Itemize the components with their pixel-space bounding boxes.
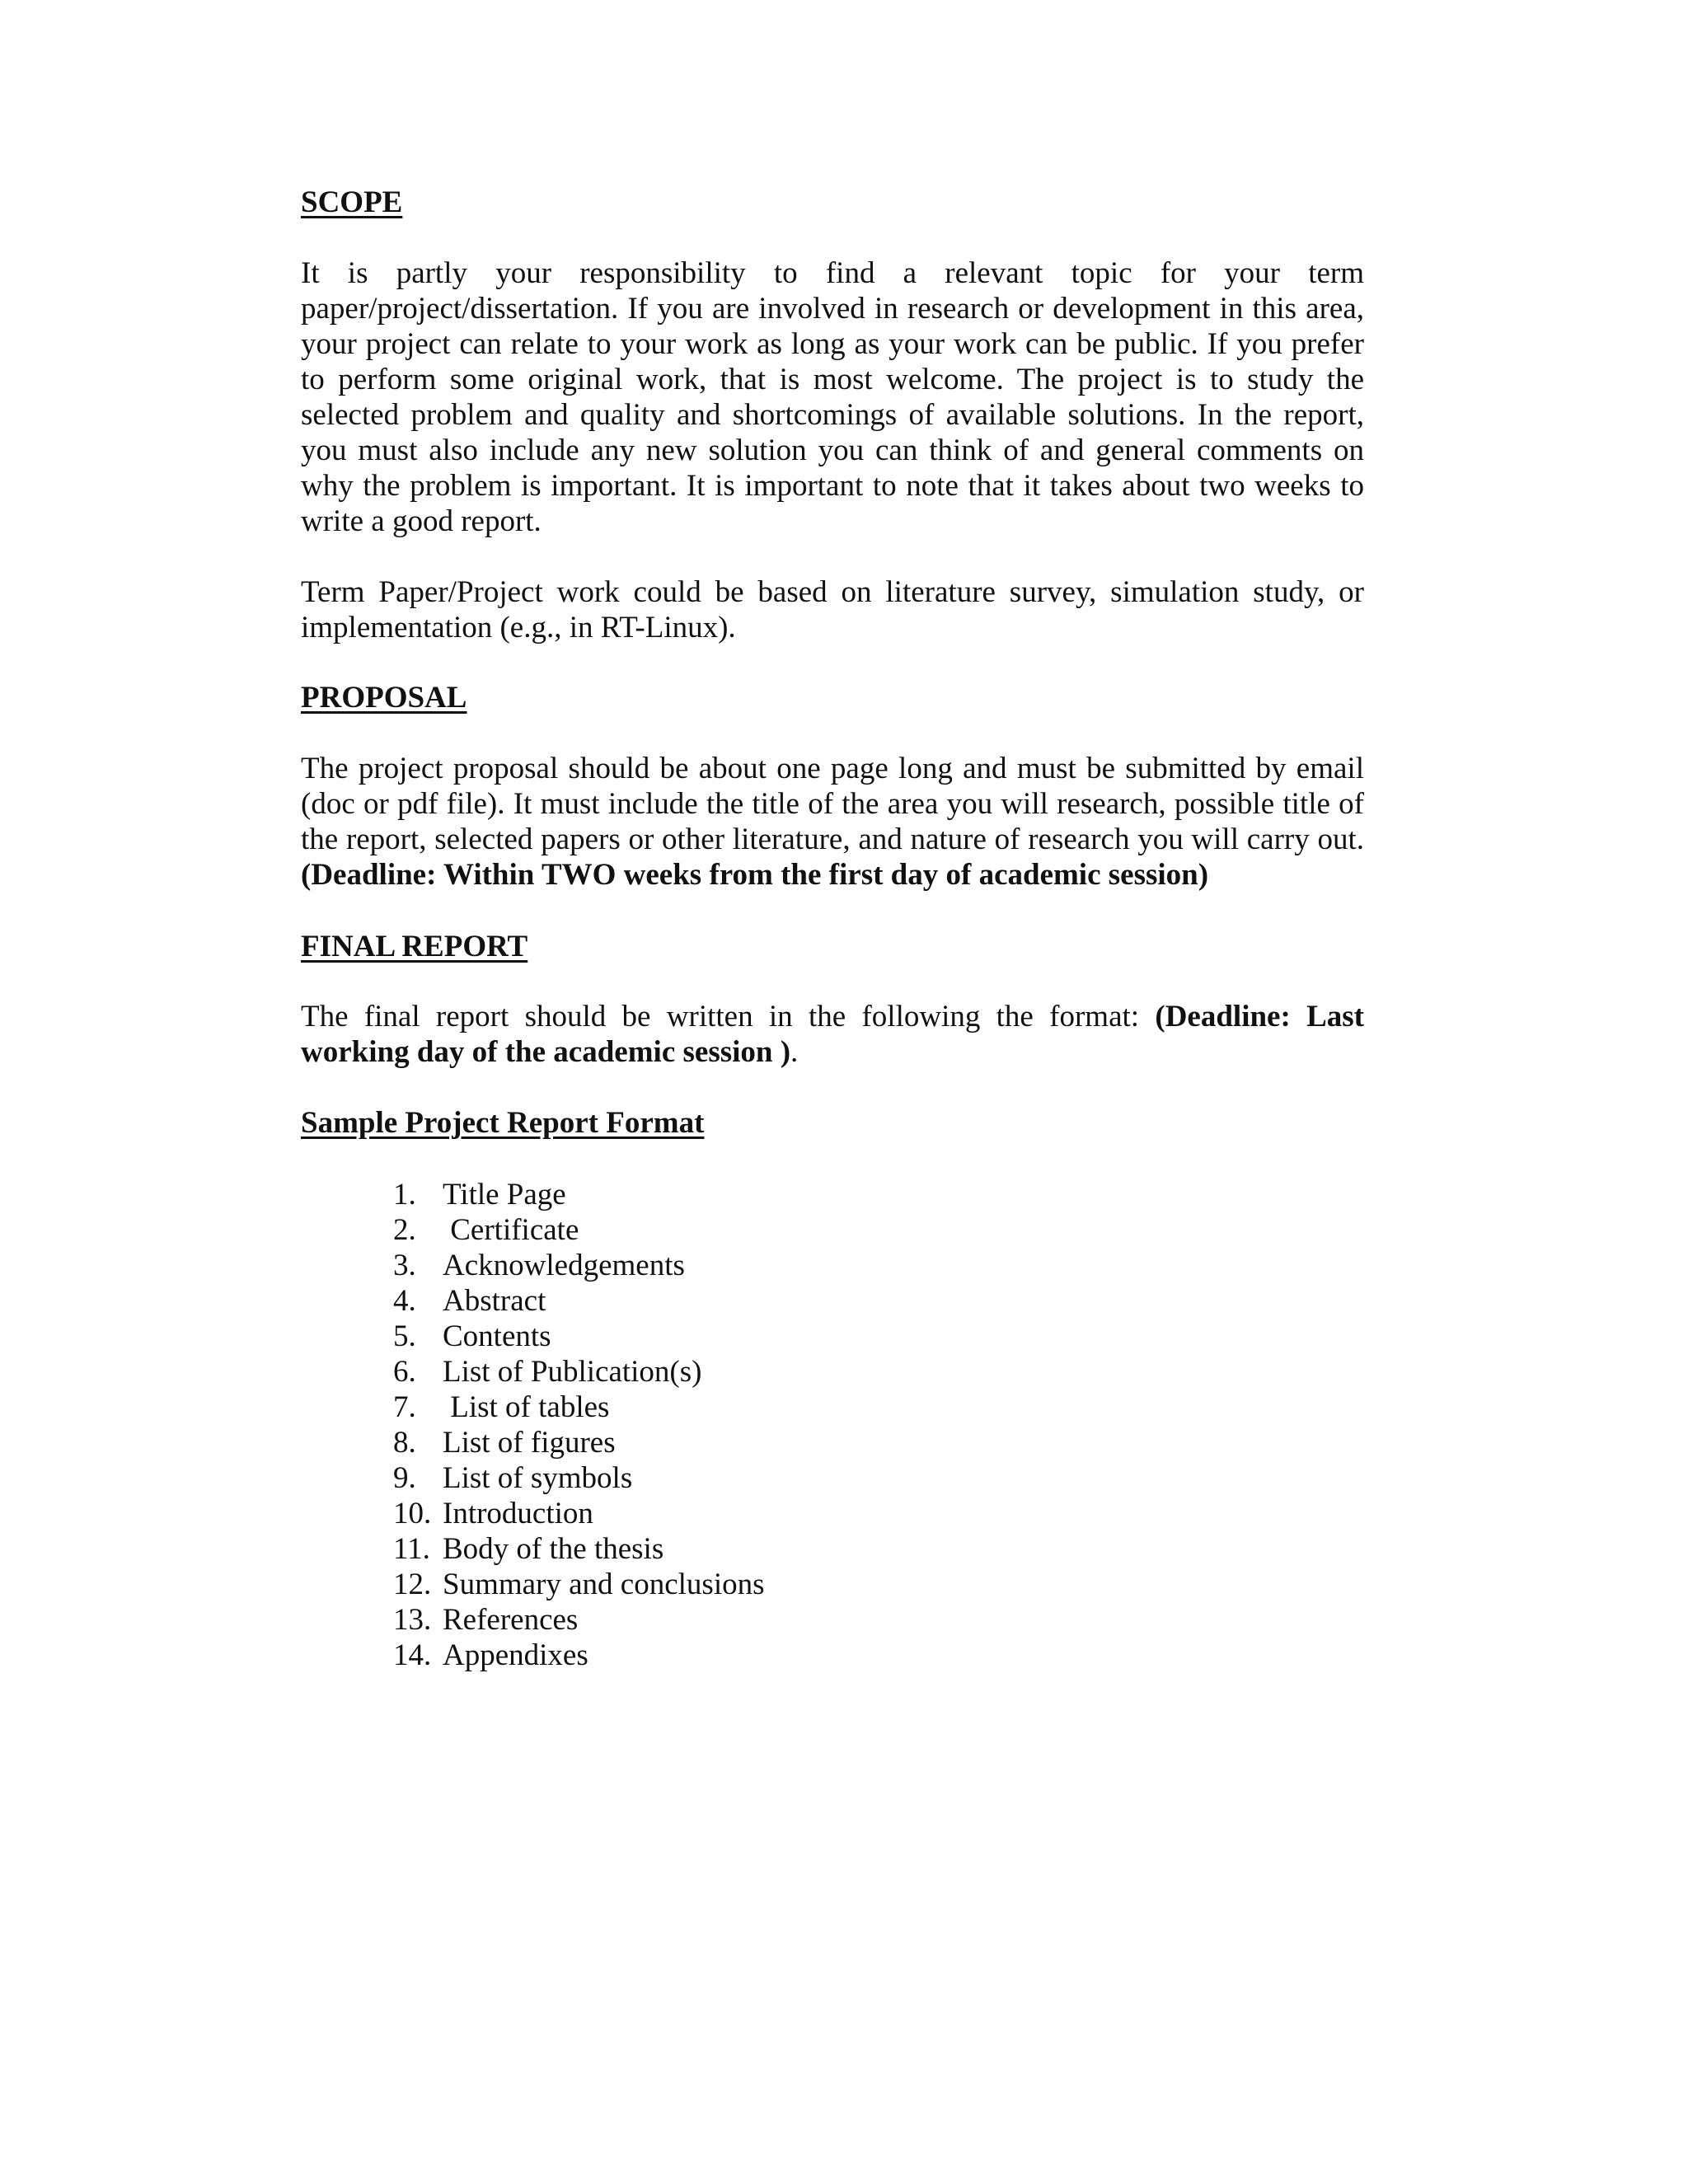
list-item — [393, 1638, 765, 1673]
final-report-text: The final report should be written in the following the format: — [301, 1000, 1156, 1033]
list-item-number: 4. — [393, 1284, 416, 1318]
final-report-heading: FINAL REPORT — [301, 930, 528, 963]
final-report-paragraph — [301, 999, 1364, 1070]
list-item-number: 5. — [393, 1319, 416, 1353]
list-item — [393, 1460, 765, 1496]
list-item-label: Abstract — [443, 1284, 546, 1318]
list-item-label: Contents — [443, 1319, 551, 1353]
list-item-label: Summary and conclusions — [443, 1568, 765, 1601]
list-item-number: 6. — [393, 1355, 416, 1389]
final-report-end: . — [790, 1035, 799, 1069]
list-item-label: List of tables — [443, 1390, 610, 1424]
list-item-number: 3. — [393, 1249, 416, 1282]
scope-heading: SCOPE — [301, 185, 403, 219]
list-item-label: Certificate — [443, 1213, 579, 1247]
list-item — [393, 1567, 765, 1602]
list-item — [393, 1212, 765, 1248]
list-item-number: 13. — [393, 1603, 432, 1637]
list-item-number: 7. — [393, 1390, 416, 1424]
list-item — [393, 1248, 765, 1283]
list-item — [393, 1425, 765, 1460]
list-item-label: List of symbols — [443, 1461, 633, 1495]
list-item-label: References — [443, 1603, 579, 1637]
list-item — [393, 1283, 765, 1319]
proposal-text: The project proposal should be about one page long and must be submitted by email (doc or pdf file). It must include the title of the area you will research, possible title of the report, selected papers or other literature, and nature of research you will carry out. — [301, 752, 1364, 856]
list-item-label: List of Publication(s) — [443, 1355, 702, 1389]
list-item-number: 9. — [393, 1461, 416, 1495]
list-item-number: 1. — [393, 1178, 416, 1212]
list-item-label: Body of the thesis — [443, 1532, 664, 1566]
list-item-number: 10. — [393, 1497, 432, 1530]
list-item — [393, 1319, 765, 1354]
list-item-label: Introduction — [443, 1497, 593, 1530]
list-item — [393, 1354, 765, 1390]
proposal-heading: PROPOSAL — [301, 681, 467, 715]
list-item — [393, 1390, 765, 1425]
list-item-label: Title Page — [443, 1178, 566, 1212]
list-item-label: List of figures — [443, 1426, 616, 1460]
sample-format-heading: Sample Project Report Format — [301, 1106, 705, 1140]
scope-paragraph-2: Term Paper/Project work could be based on literature survey, simulation study, or implementation (e.g., in RT-Linux). — [301, 575, 1364, 644]
list-item — [393, 1177, 765, 1212]
list-item — [393, 1496, 765, 1531]
list-item — [393, 1531, 765, 1567]
list-item-number: 11. — [393, 1532, 430, 1566]
proposal-paragraph — [301, 751, 1364, 893]
list-item-number: 12. — [393, 1568, 432, 1601]
proposal-deadline: (Deadline: Within TWO weeks from the first day of academic session) — [301, 858, 1209, 892]
list-item-label: Appendixes — [443, 1638, 588, 1672]
report-format-list — [393, 1177, 765, 1673]
list-item-number: 14. — [393, 1638, 432, 1672]
list-item — [393, 1602, 765, 1638]
list-item-number: 2. — [393, 1213, 416, 1247]
scope-paragraph-1: It is partly your responsibility to find a relevant topic for your term paper/project/dissertation. If you are involved in research or development in this area, your project can relate to your work as long as your work can be public. If you prefer to perform some original work, that is most welcome. The project is to study the selected problem and quality and shortcomings of available solutions. In the report, you must also include any new solution you can think of and general comments on why the problem is important. It is important to note that it takes about two weeks to write a good report. — [301, 256, 1364, 538]
list-item-number: 8. — [393, 1426, 416, 1460]
final-report-deadline: (Deadline: Last working day of the academic session ) — [301, 1000, 1364, 1069]
list-item-label: Acknowledgements — [443, 1249, 685, 1282]
